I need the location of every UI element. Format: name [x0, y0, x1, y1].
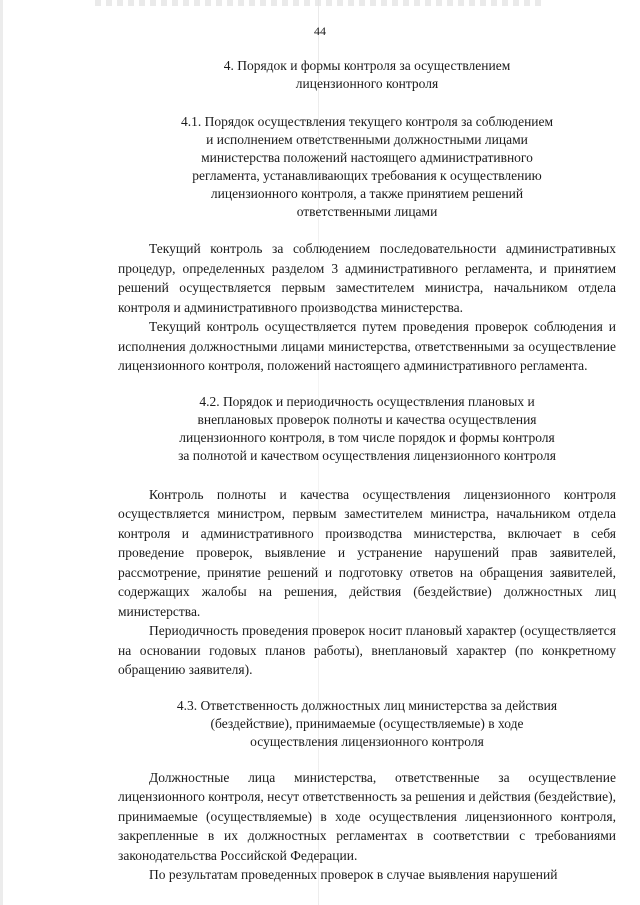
heading-line: 4.3. Ответственность должностных лиц министерства за действия: [176, 697, 558, 713]
heading-line: лицензионного контроля, а также принятием решений: [210, 186, 524, 201]
paragraph: Текущий контроль за соблюдением последовательности административных процедур, определенных разделом 3 административного регламента, и принятием решений осуществляется первым заместителем министра, начальником отдела контроля и административного производства министерства.: [118, 241, 616, 315]
scan-artifact-top: [95, 0, 545, 6]
scan-left-edge: [0, 0, 3, 905]
subsection-heading-4-3: [118, 697, 616, 751]
subsection-heading-4-1: [118, 113, 616, 221]
heading-line: лицензионного контроля, в том числе порядок и формы контроля: [179, 429, 555, 445]
heading-line: регламента, устанавливающих требования к осуществлению: [192, 168, 542, 183]
heading-line: 4.1. Порядок осуществления текущего контроля за соблюдением: [180, 114, 554, 129]
paragraph: Должностные лица министерства, ответственные за осуществление лицензионного контроля, несут ответственность за решения и действия (бездействие), принимаемые (осуществляемые) в ходе осуществления лицензионного контроля, закрепленные в их должностных регламентах в соответствии с требованиями законодательства Российской Федерации.: [118, 769, 617, 863]
heading-line: министерства положений настоящего административного: [201, 150, 533, 165]
heading-line: осуществления лицензионного контроля: [250, 733, 484, 749]
paragraph: Текущий контроль осуществляется путем проведения проверок соблюдения и исполнения должностными лицами министерства, ответственными за осуществление лицензионного контроля, положений настоящего административного регламента.: [118, 319, 616, 373]
heading-line: ответственными лицами: [296, 204, 438, 219]
heading-line: за полнотой и качеством осуществления лицензионного контроля: [178, 447, 556, 463]
heading-line: 4.2. Порядок и периодичность осуществления плановых и: [199, 393, 535, 409]
heading-line: лицензионного контроля: [295, 76, 439, 91]
heading-line: и исполнением ответственными должностными лицами: [206, 132, 528, 147]
paragraph: Периодичность проведения проверок носит плановый характер (осуществляется на основании годовых планов работы), внеплановый характер (по конкретному обращению заявителя).: [118, 623, 616, 677]
paragraph-truncated: По результатам проведенных проверок в случае выявления нарушений: [149, 867, 558, 882]
paragraph: Контроль полноты и качества осуществления лицензионного контроля осуществляется министром, первым заместителем министра, начальником отдела контроля и административного производства министерства, включает в себя проведение проверок, выявление и устранение нарушений прав заявителей, рассмотрение, принятие решений и подготовку ответов на обращения заявителей, содержащих жалобы на решения, действия (бездействие) должностных лиц министерства.: [118, 486, 616, 619]
page-number: 44: [314, 24, 326, 38]
subsection-heading-4-2: [118, 393, 616, 465]
document-body: [118, 57, 616, 885]
heading-line: 4. Порядок и формы контроля за осуществлением: [223, 58, 511, 73]
section-heading: [118, 57, 616, 93]
heading-line: (бездействие), принимаемые (осуществляемые) в ходе: [210, 715, 524, 731]
heading-line: внеплановых проверок полноты и качества осуществления: [197, 411, 537, 427]
